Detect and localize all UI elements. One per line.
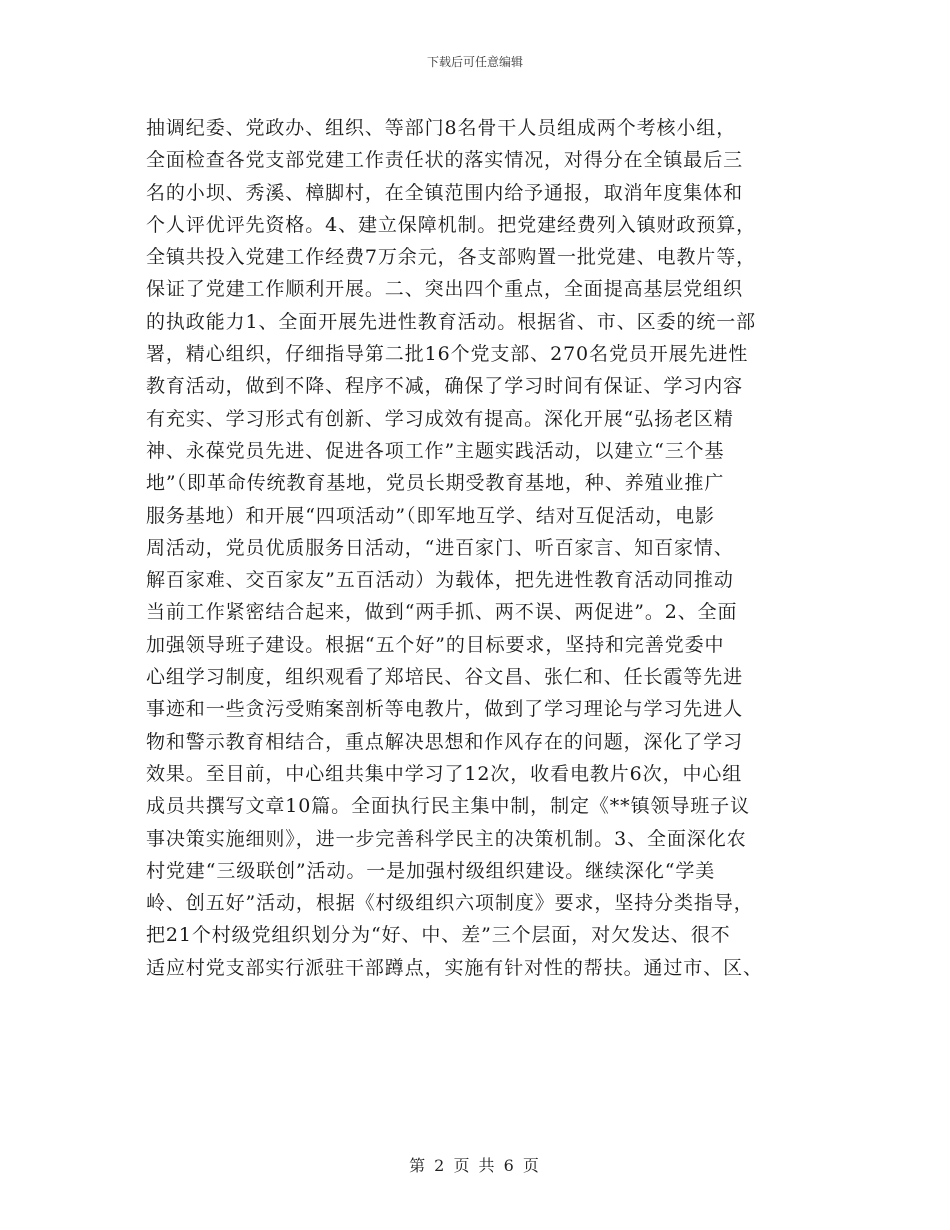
body-line: 把21个村级党组织划分为“好、中、差”三个层面，对欠发达、很不 <box>146 924 731 947</box>
page-number-footer: 第 2 页 共 6 页 <box>409 1156 541 1175</box>
body-line: 村党建“三级联创”活动。一是加强村级组织建设。继续深化“学美 <box>146 859 716 882</box>
body-line: 有充实、学习形式有创新、学习成效有提高。深化开展“弘扬老区精 <box>146 407 734 430</box>
body-line: 效果。至目前，中心组共集中学习了12次，收看电教片6次，中心组 <box>146 762 743 785</box>
body-line: 个人评优评先资格。4、建立保障机制。把党建经费列入镇财政预算， <box>146 213 756 236</box>
body-line: 服务基地）和开展“四项活动”（即军地互学、结对互促活动，电影 <box>146 504 715 527</box>
body-line: 保证了党建工作顺利开展。二、突出四个重点，全面提高基层党组织 <box>146 278 744 301</box>
body-line: 名的小坝、秀溪、樟脚村，在全镇范围内给予通报，取消年度集体和 <box>146 181 744 204</box>
body-line: 事迹和一些贪污受贿案剖析等电教片，做到了学习理论与学习先进人 <box>146 698 744 721</box>
page-header-note: 下载后可任意编辑 <box>426 55 523 69</box>
body-line: 事决策实施细则》，进一步完善科学民主的决策机制。3、全面深化农 <box>146 827 747 850</box>
body-line: 加强领导班子建设。根据“五个好”的目标要求，坚持和完善党委中 <box>146 633 725 656</box>
body-line: 教育活动，做到不降、程序不减，确保了学习时间有保证、学习内容 <box>146 375 744 398</box>
body-line: 全面检查各党支部党建工作责任状的落实情况，对得分在全镇最后三 <box>146 149 744 172</box>
body-line: 岭、创五好”活动，根据《村级组织六项制度》要求，坚持分类指导， <box>146 892 754 915</box>
body-line: 地”（即革命传统教育基地，党员长期受教育基地，种、养殖业推广 <box>146 472 725 495</box>
body-line: 的执政能力1、全面开展先进性教育活动。根据省、市、区委的统一部 <box>146 310 756 333</box>
body-line: 周活动，党员优质服务日活动，“进百家门、听百家言、知百家情、 <box>146 536 734 559</box>
body-line: 全镇共投入党建工作经费7万余元，各支部购置一批党建、电教片等， <box>146 246 756 269</box>
body-line: 解百家难、交百家友”五百活动）为载体，把先进性教育活动同推动 <box>146 569 734 592</box>
document-body <box>146 112 806 984</box>
body-line: 当前工作紧密结合起来，做到“两手抓、两不误、两促进”。2、全面 <box>146 601 738 624</box>
body-line: 成员共撰写文章10篇。全面执行民主集中制，制定《**镇领导班子议 <box>146 795 750 818</box>
body-line: 抽调纪委、党政办、组织、等部门8名骨干人员组成两个考核小组， <box>146 117 737 139</box>
body-line: 心组学习制度，组织观看了郑培民、谷文昌、张仁和、任长霞等先进 <box>146 666 744 689</box>
body-line: 署，精心组织，仔细指导第二批16个党支部、270名党员开展先进性 <box>146 343 749 366</box>
body-line: 神、永葆党员先进、促进各项工作”主题实践活动，以建立“三个基 <box>146 439 725 462</box>
body-line: 适应村党支部实行派驻干部蹲点，实施有针对性的帮扶。通过市、区、 <box>146 956 763 979</box>
body-line: 物和警示教育相结合，重点解决思想和作风存在的问题，深化了学习 <box>146 730 744 753</box>
